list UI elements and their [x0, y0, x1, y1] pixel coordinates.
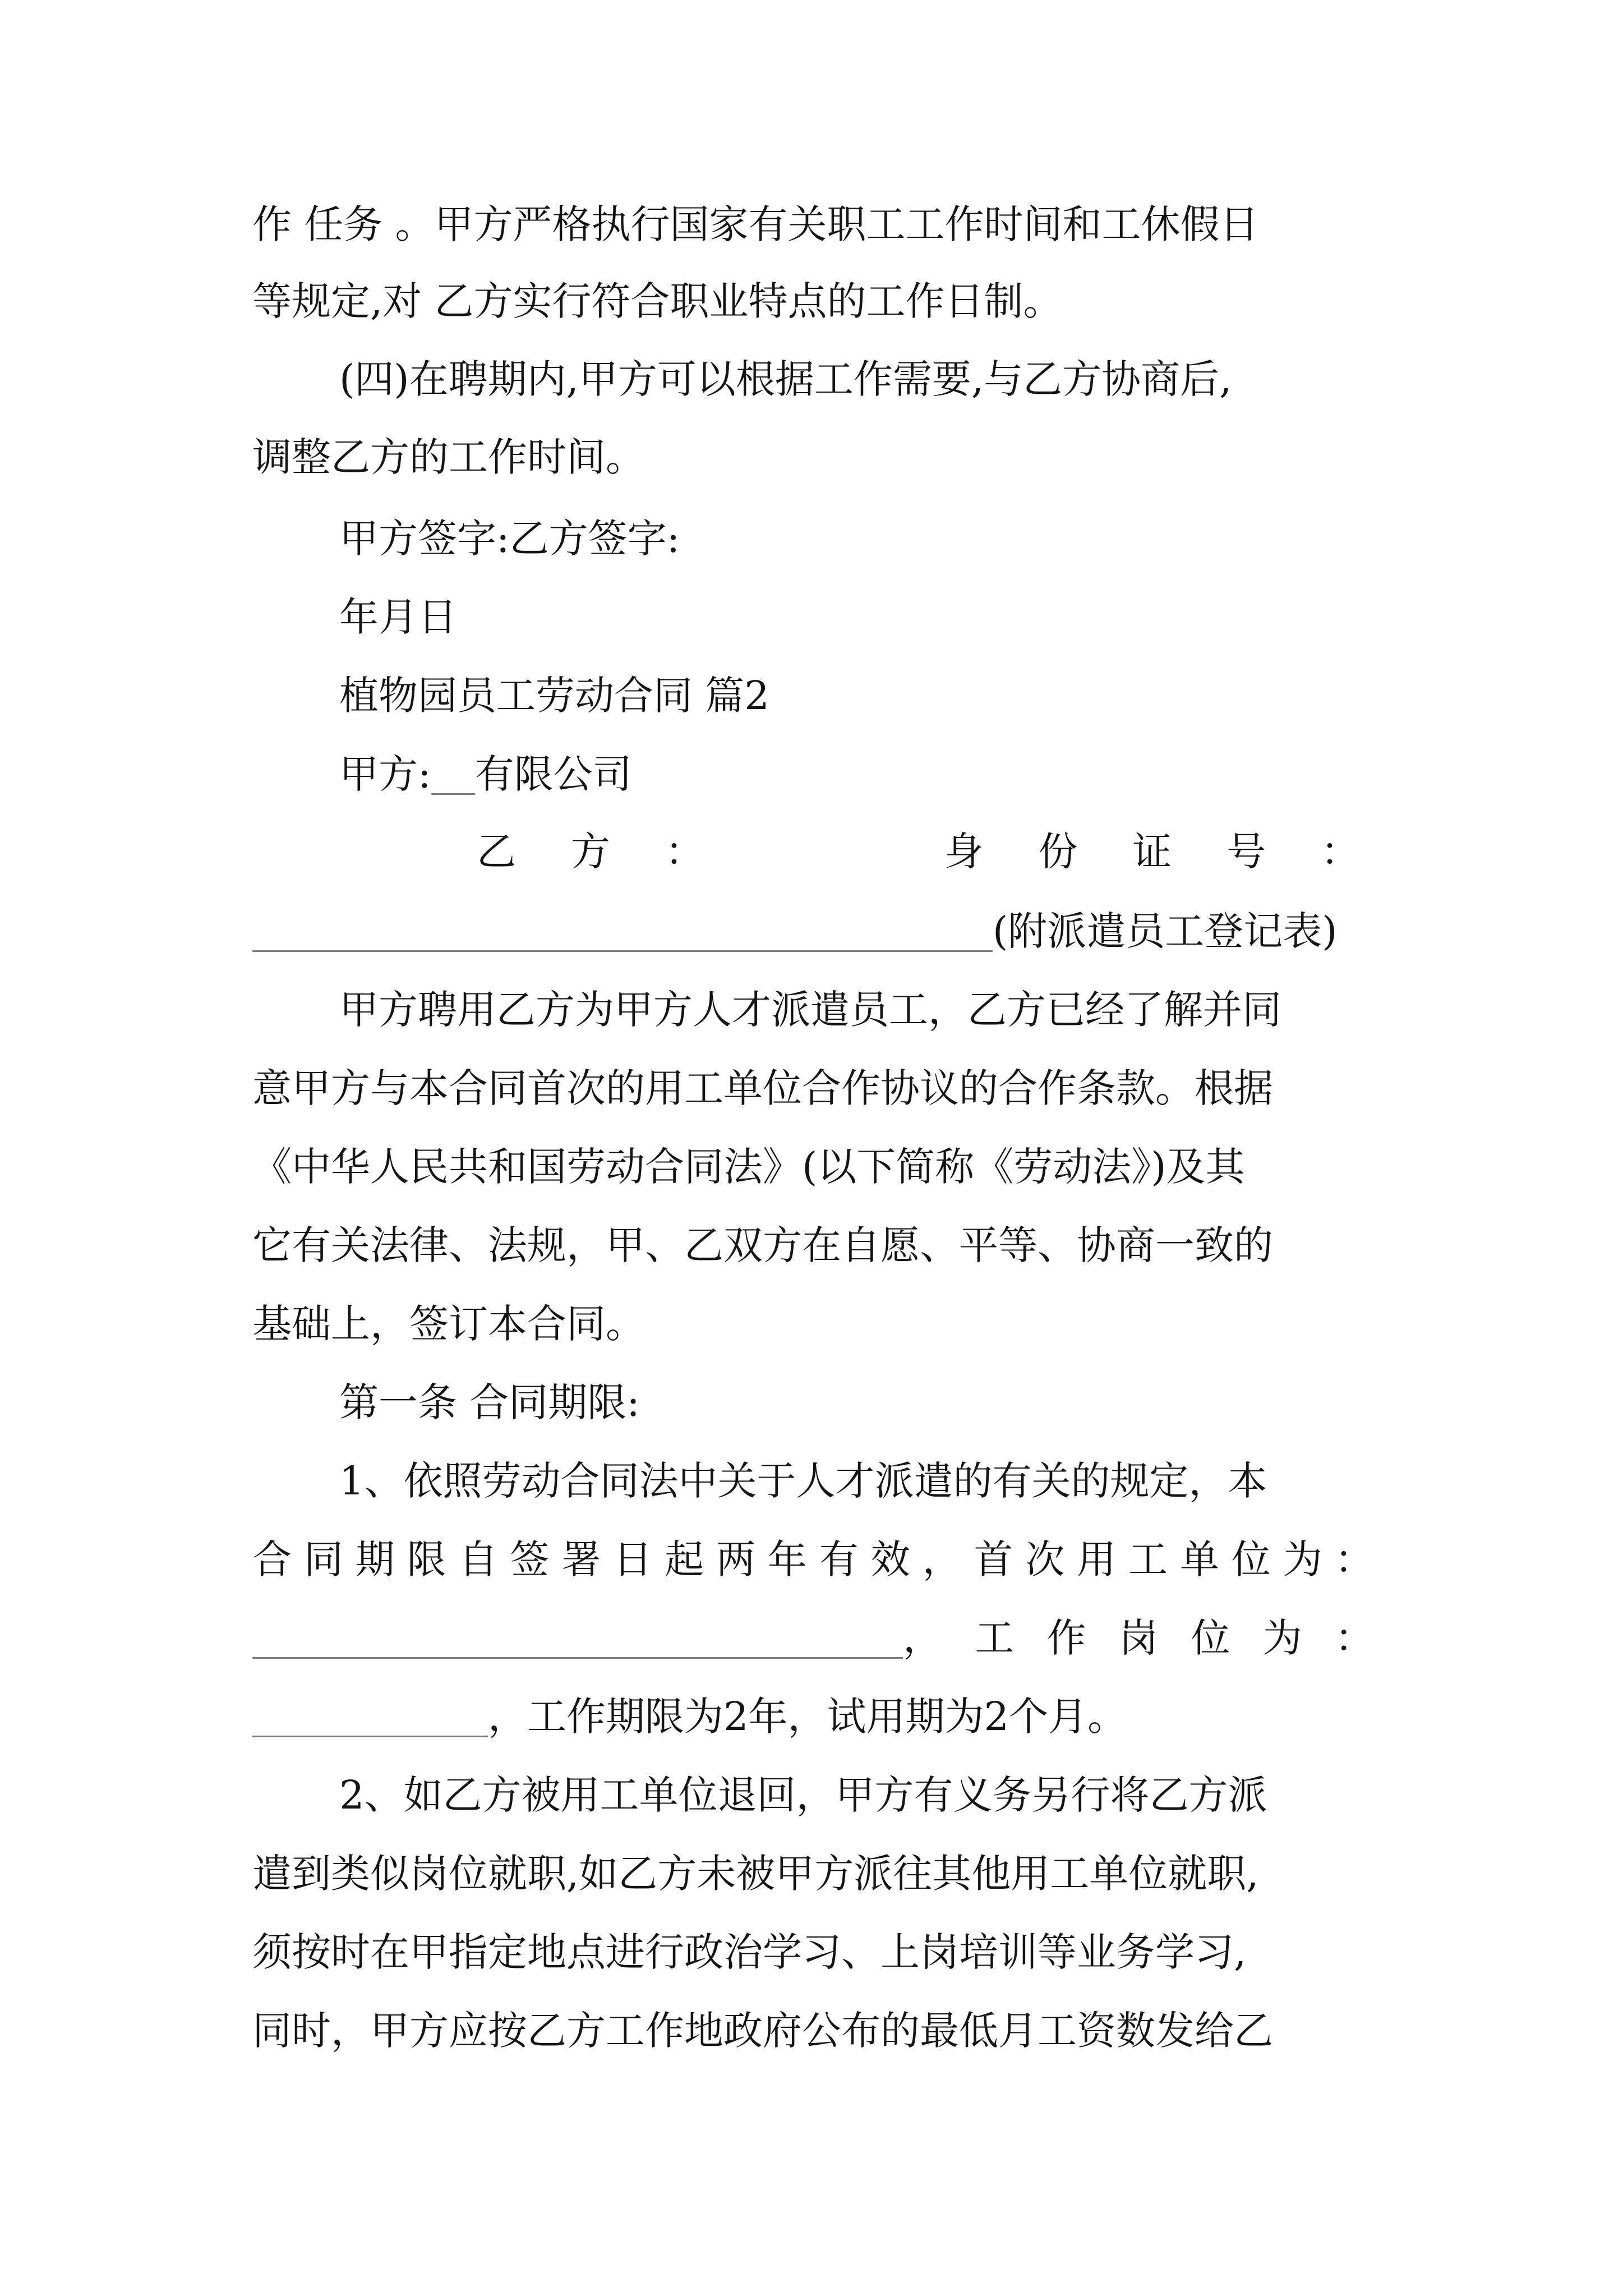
paragraph-line: 《中华人民共和国劳动合同法》(以下简称《劳动法》)及其: [252, 1144, 1245, 1190]
spread-char: 位: [1191, 1615, 1230, 1661]
signature-line: 甲方签字:乙方签字:: [339, 516, 680, 562]
spread-char: 自: [458, 1536, 498, 1582]
attachment-note: (附派遣员工登记表): [993, 908, 1338, 954]
spread-char: 合: [252, 1536, 292, 1582]
spread-char: 效: [870, 1536, 910, 1582]
spread-char: 工: [1128, 1536, 1168, 1582]
spread-char: ：: [665, 829, 704, 875]
paragraph-line: 等规定,对 乙方实行符合职业特点的工作日制。: [252, 278, 1063, 324]
party-a-label: 甲方:: [339, 751, 431, 797]
spread-char: 签: [510, 1536, 550, 1582]
party-a-blank: [431, 754, 475, 795]
paragraph-line: 作 任务 。甲方严格执行国家有关职工工作时间和工休假日: [252, 201, 1259, 247]
spread-char: 用: [1077, 1536, 1117, 1582]
work-period-text: ，工作期限为2年，试用期为2个月。: [488, 1694, 1127, 1740]
contract-period-line: [252, 1531, 1374, 1588]
spread-char: 年: [767, 1536, 807, 1582]
spread-char: ：: [1334, 1536, 1374, 1582]
spread-char: ，: [903, 1615, 942, 1661]
attachment-line: [252, 903, 1380, 959]
work-period-line: [252, 1688, 1380, 1745]
id-number-blank: [252, 911, 993, 952]
paragraph-line: 1、依照劳动合同法中关于人才派遣的有关的规定，本: [339, 1458, 1267, 1504]
spread-char: 署: [561, 1536, 601, 1582]
spread-char: 位: [1231, 1536, 1271, 1582]
employer-blank: [252, 1618, 903, 1659]
spread-char: 证: [1132, 829, 1172, 875]
spread-char: 限: [407, 1536, 446, 1582]
spread-char: 份: [1038, 829, 1078, 875]
spread-char: 方: [570, 829, 610, 875]
spread-char: 作: [1046, 1615, 1086, 1661]
paragraph-line: 须按时在甲指定地点进行政治学习、上岗培训等业务学习,: [252, 1929, 1247, 1975]
spread-char: 起: [665, 1536, 704, 1582]
spread-char: 日: [613, 1536, 653, 1582]
spread-char: 单: [1180, 1536, 1220, 1582]
spread-char: 同: [303, 1536, 343, 1582]
article-one-heading: 第一条 合同期限:: [339, 1379, 640, 1425]
spread-char: 为: [1283, 1536, 1322, 1582]
spread-char: 首: [974, 1536, 1013, 1582]
paragraph-line: 2、如乙方被用工单位退回，甲方有义务另行将乙方派: [339, 1772, 1267, 1818]
party-b-id-line: [477, 823, 1360, 880]
spread-char: 两: [716, 1536, 756, 1582]
spread-char: 期: [355, 1536, 395, 1582]
spread-char: 工: [975, 1615, 1015, 1661]
party-a-company: 有限公司: [474, 751, 632, 797]
spread-char: ：: [1320, 829, 1360, 875]
paragraph-line: 它有关法律、法规，甲、乙双方在自愿、平等、协商一致的: [252, 1222, 1273, 1268]
spread-char: 有: [819, 1536, 859, 1582]
clause-four-line: (四)在聘期内,甲方可以根据工作需要,与乙方协商后,: [339, 356, 1232, 402]
party-a-line: [339, 746, 1380, 802]
paragraph-line: 调整乙方的工作时间。: [252, 434, 645, 480]
spread-char: ，: [922, 1536, 962, 1582]
date-line: 年月日: [339, 594, 457, 640]
job-post-blank: [252, 1696, 488, 1737]
spread-char: 身: [944, 829, 984, 875]
paragraph-line: 遣到类似岗位就职,如乙方未被甲方派往其他用工单位就职,: [252, 1851, 1259, 1897]
job-post-line: [252, 1610, 1374, 1666]
spread-char: ：: [1334, 1615, 1374, 1661]
contract-heading: 植物园员工劳动合同 篇2: [339, 673, 769, 719]
spread-char: 岗: [1118, 1615, 1158, 1661]
paragraph-line: 意甲方与本合同首次的用工单位合作协议的合作条款。根据: [252, 1065, 1273, 1111]
spread-char: 次: [1025, 1536, 1065, 1582]
paragraph-line: 甲方聘用乙方为甲方人才派遣员工，乙方已经了解并同: [339, 987, 1281, 1033]
spread-char: 为: [1262, 1615, 1302, 1661]
spread-char: 号: [1227, 829, 1266, 875]
job-post-label: [903, 1610, 1374, 1666]
paragraph-line: 基础上，签订本合同。: [252, 1301, 645, 1347]
spread-char: 乙: [477, 829, 516, 875]
paragraph-line: 同时，甲方应按乙方工作地政府公布的最低月工资数发给乙: [252, 2008, 1273, 2054]
